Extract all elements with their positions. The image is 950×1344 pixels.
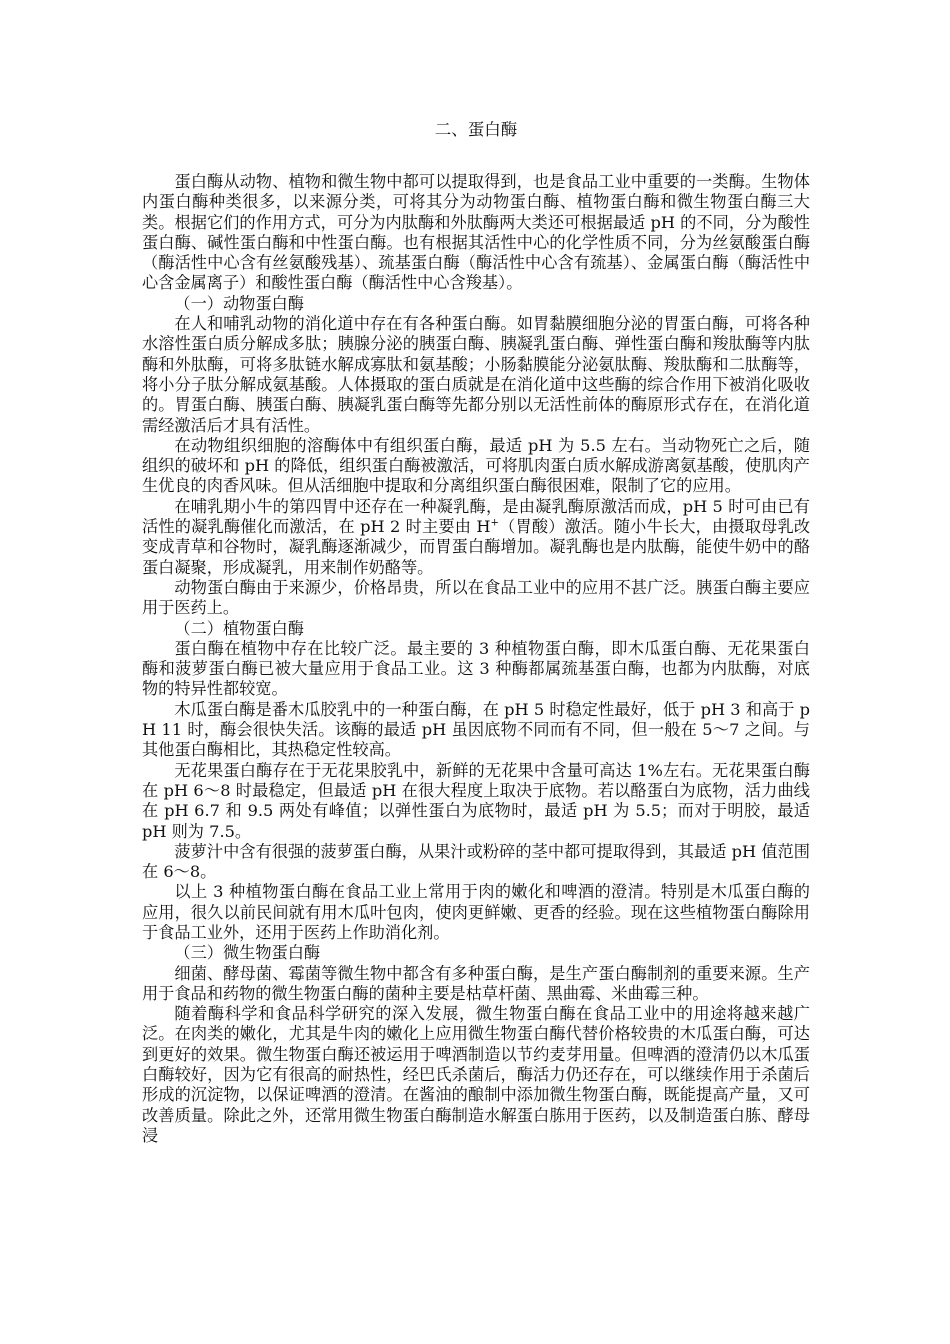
microbial-paragraph-1: 细菌、酵母菌、霉菌等微生物中都含有多种蛋白酶，是生产蛋白酶制剂的重要来源。生产用于食品和药物的微生物蛋白酶的菌种主要是枯草杆菌、黑曲霉、米曲霉三种。 bbox=[142, 963, 810, 1003]
plant-paragraph-2: 木瓜蛋白酶是番木瓜胶乳中的一种蛋白酶，在 pH 5 时稳定性最好，低于 pH 3 和高于 pH 11 时，酶会很快失活。该酶的最适 pH 虽因底物不同而有不同，但一般在 5～7 之间。与其他蛋白酶相比，其热稳定性较高。 bbox=[142, 699, 810, 760]
section-title: 二、蛋白酶 bbox=[434, 120, 518, 139]
animal-paragraph-3-part-1: 在哺乳期小牛的第四胃中还存在一种凝乳酶，是由凝乳酶原激活而成，pH 5 时可由已有活性的凝乳酶催化而激活，在 pH 2 时主要由 H bbox=[142, 496, 810, 537]
animal-paragraph-2: 在动物组织细胞的溶酶体中有组织蛋白酶，最适 pH 为 5.5 左右。当动物死亡之后，随组织的破坏和 pH 的降低，组织蛋白酶被激活，可将肌肉蛋白质水解成游离氨基酸，使肌肉产生优良的肉香风味。但从活细胞中提取和分离组织蛋白酶很困难，限制了它的应用。 bbox=[142, 435, 810, 496]
plant-paragraph-1: 蛋白酶在植物中存在比较广泛。最主要的 3 种植物蛋白酶，即木瓜蛋白酶、无花果蛋白酶和菠萝蛋白酶已被大量应用于食品工业。这 3 种酶都属巯基蛋白酶，也都为内肽酶，对底物的特异性都较宽。 bbox=[142, 638, 810, 699]
microbial-paragraph-2: 随着酶科学和食品科学研究的深入发展，微生物蛋白酶在食品工业中的用途将越来越广泛。在肉类的嫩化，尤其是牛肉的嫩化上应用微生物蛋白酶代替价格较贵的木瓜蛋白酶，可达到更好的效果。微生物蛋白酶还被运用于啤酒制造以节约麦芽用量。但啤酒的澄清仍以木瓜蛋白酶较好，因为它有很高的耐热性，经巴氏杀菌后，酶活力仍还存在，可以继续作用于杀菌后形成的沉淀物，以保证啤酒的澄清。在酱油的酿制中添加微生物蛋白酶，既能提高产量，又可改善质量。除此之外，还常用微生物蛋白酶制造水解蛋白胨用于医药，以及制造蛋白胨、酵母浸 bbox=[142, 1004, 810, 1145]
plant-paragraph-4: 菠萝汁中含有很强的菠萝蛋白酶，从果汁或粉碎的茎中都可提取得到，其最适 pH 值范围在 6～8。 bbox=[142, 841, 810, 882]
heading-plant-protease: （二）植物蛋白酶 bbox=[174, 618, 304, 638]
animal-paragraph-4: 动物蛋白酶由于来源少，价格昂贵，所以在食品工业中的应用不甚广泛。胰蛋白酶主要应用于医药上。 bbox=[142, 577, 810, 618]
plant-paragraph-5: 以上 3 种植物蛋白酶在食品工业上常用于肉的嫩化和啤酒的澄清。特别是木瓜蛋白酶的应用，很久以前民间就有用木瓜叶包肉，使肉更鲜嫩、更香的经验。现在这些植物蛋白酶除用于食品工业外，还用于医药上作助消化剂。 bbox=[142, 882, 810, 942]
animal-paragraph-3-part-2: （胃酸）激活。随小牛长大，由摄取母乳改变成青草和谷物时，凝乳酶逐渐减少，而胃蛋白酶增加。凝乳酶也是内肽酶，能使牛奶中的酪蛋白凝聚，形成凝乳，用来制作奶酪等。 bbox=[142, 517, 811, 577]
heading-microbial-protease: （三）微生物蛋白酶 bbox=[174, 943, 321, 963]
intro-paragraph: 蛋白酶从动物、植物和微生物中都可以提取得到，也是食品工业中重要的一类酶。生物体内蛋白酶种类很多，以来源分类，可将其分为动物蛋白酶、植物蛋白酶和微生物蛋白酶三大类。根据它们的作用方式，可分为内肽酶和外肽酶两大类还可根据最适 pH 的不同，分为酸性蛋白酶、碱性蛋白酶和中性蛋白酶。也有根据其活性中心的化学性质不同，分为丝氨酸蛋白酶（酶活性中心含有丝氨酸残基）、巯基蛋白酶（酶活性中心含有巯基）、金属蛋白酶（酶活性中心含金属离子）和酸性蛋白酶（酶活性中心含羧基）。 bbox=[142, 172, 810, 293]
animal-paragraph-3 bbox=[142, 497, 810, 578]
plant-paragraph-3: 无花果蛋白酶存在于无花果胶乳中，新鲜的无花果中含量可高达 1%左右。无花果蛋白酶在 pH 6～8 时最稳定，但最适 pH 在很大程度上取决于底物。若以酪蛋白为底物，活力曲线在 pH 6.7 和 9.5 两处有峰值；以弹性蛋白为底物时，最适 pH 为 5.5；而对于明胶，最适 pH 则为 7.5。 bbox=[142, 760, 810, 841]
document-page bbox=[142, 118, 810, 1146]
heading-animal-protease: （一）动物蛋白酶 bbox=[174, 293, 304, 313]
hydrogen-ion-superscript: + bbox=[490, 517, 499, 529]
animal-paragraph-1: 在人和哺乳动物的消化道中存在有各种蛋白酶。如胃黏膜细胞分泌的胃蛋白酶，可将各种水溶性蛋白质分解成多肽；胰腺分泌的胰蛋白酶、胰凝乳蛋白酶、弹性蛋白酶和羧肽酶等内肽酶和外肽酶，可将多肽链水解成寡肽和氨基酸；小肠黏膜能分泌氨肽酶、羧肽酶和二肽酶等，将小分子肽分解成氨基酸。人体摄取的蛋白质就是在消化道中这些酶的综合作用下被消化吸收的。胃蛋白酶、胰蛋白酶、胰凝乳蛋白酶等先都分别以无活性前体的酶原形式存在，在消化道需经激活后才具有活性。 bbox=[142, 314, 810, 435]
